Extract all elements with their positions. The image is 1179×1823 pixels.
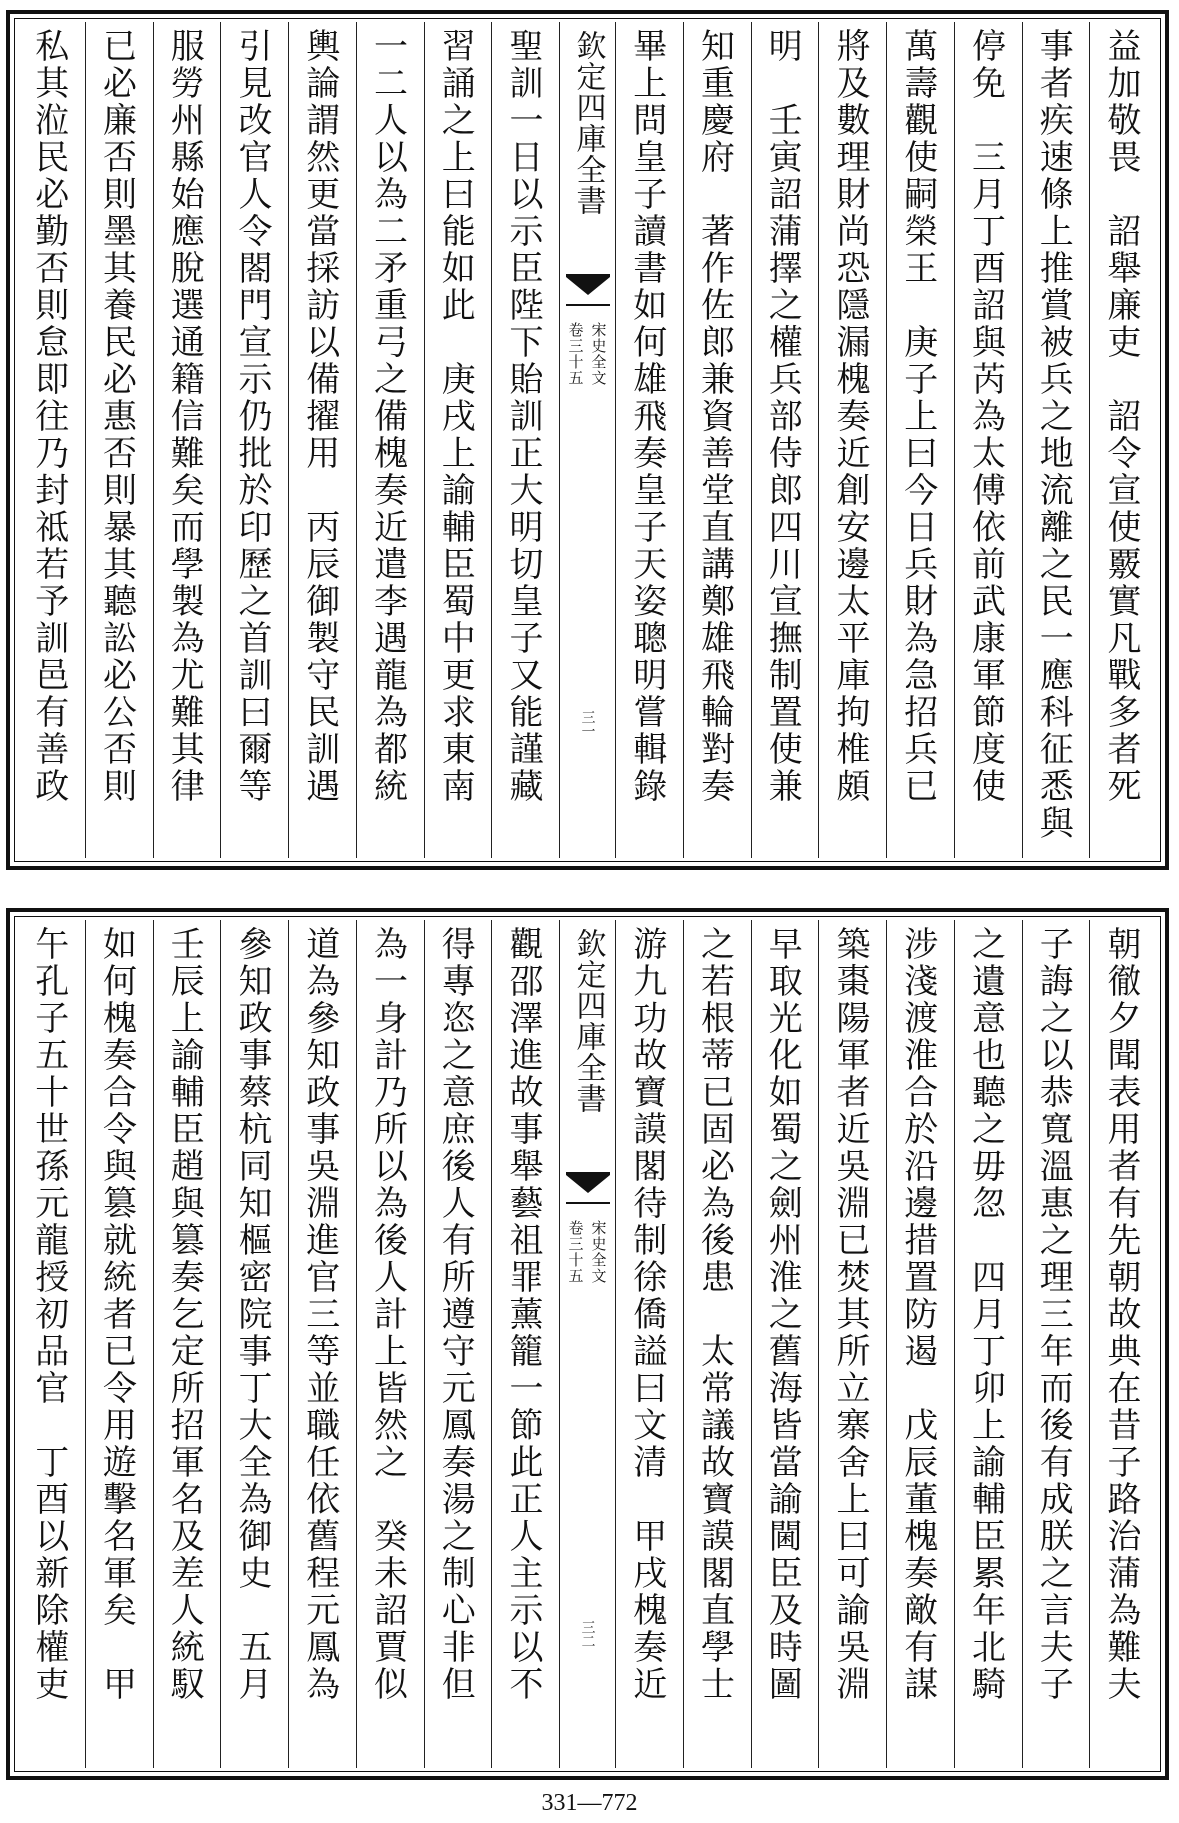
text-column: 明 壬寅詔蒲擇之權兵部侍郎四川宣撫制置使兼 (751, 22, 819, 858)
text-column: 壬辰上諭輔臣趙與篡奏乞定所招軍名及差人統馭 (153, 920, 221, 1768)
text-column: 知重慶府 著作佐郎兼資善堂直講鄭雄飛輪對奏 (683, 22, 751, 858)
fold-page-number: 三二 (579, 1620, 596, 1648)
fold-page-number: 三一 (579, 710, 596, 738)
text-column: 午孔子五十世孫元龍授初品官 丁酉以新除權吏 (28, 926, 69, 1703)
text-column: 益加敬畏 詔舉廉吏 詔令宣使覈實凡戰多者死 (1089, 22, 1157, 858)
text-column: 輿論謂然更當採訪以備擢用 丙辰御製守民訓遇 (288, 22, 356, 858)
fold-subtitle (566, 1220, 610, 1284)
text-column: 早取光化如蜀之劍州淮之舊海皆當諭閫臣及時圖 (751, 920, 819, 1768)
bottom-page-frame (6, 908, 1169, 1780)
text-column: 涉淺渡淮合於沿邊措置防遏 戊辰董槐奏敵有謀 (886, 920, 954, 1768)
text-column: 得專恣之意庶後人有所遵守元鳳奏湯之制心非但 (424, 920, 492, 1768)
text-column: 參知政事蔡杭同知樞密院事丁大全為御史 五月 (220, 920, 288, 1768)
text-column: 築棗陽軍者近吳淵已焚其所立寨舍上曰可諭吳淵 (818, 920, 886, 1768)
text-column: 私其涖民必勤否則怠即往乃封祗若予訓邑有善政 (28, 28, 69, 805)
center-fold-strip (559, 920, 615, 1768)
page-code: 331—772 (541, 1790, 638, 1816)
text-column: 為一身計乃所以為後人計上皆然之 癸未詔賈似 (356, 920, 424, 1768)
volume-number: 卷三十五 (566, 1220, 585, 1284)
text-column: 聖訓一日以示臣陛下貽訓正大明切皇子又能謹藏 (491, 22, 559, 858)
bottom-column-row (18, 920, 1157, 1768)
text-column: 之遺意也聽之毋忽 四月丁卯上諭輔臣累年北騎 (954, 920, 1022, 1768)
work-title: 宋史全文 (589, 322, 608, 386)
text-column: 習誦之上曰能如此 庚戌上諭輔臣蜀中更求東南 (424, 22, 492, 858)
text-column: 如何槐奏合令與篡就統者已令用遊擊名軍矣 甲 (85, 920, 153, 1768)
text-column: 子誨之以恭寬溫惠之理三年而後有成朕之言夫子 (1022, 920, 1090, 1768)
book-title: 欽定四庫全書 (570, 928, 606, 1114)
fold-subtitle (566, 322, 610, 386)
text-column: 將及數理財尚恐隱漏槐奏近創安邊太平庫拘椎頗 (818, 22, 886, 858)
text-column: 畢上問皇子讀書如何雄飛奏皇子天姿聰明嘗輯錄 (615, 22, 683, 858)
text-column: 游九功故寶謨閣待制徐僑謚曰文清 甲戌槐奏近 (615, 920, 683, 1768)
book-title: 欽定四庫全書 (570, 30, 606, 216)
text-column: 引見改官人令閤門宣示仍批於印歷之首訓曰爾等 (220, 22, 288, 858)
text-column: 觀邵澤進故事舉藝祖罪薰籠一節此正人主示以不 (491, 920, 559, 1768)
work-title: 宋史全文 (589, 1220, 608, 1284)
text-column: 停免 三月丁酉詔與芮為太傅依前武康軍節度使 (954, 22, 1022, 858)
fish-tail-mark-icon (566, 1172, 610, 1175)
text-column: 道為參知政事吳淵進官三等並職任依舊程元鳳為 (288, 920, 356, 1768)
top-column-row (18, 22, 1157, 858)
top-page-frame (6, 10, 1169, 870)
text-column: 服勞州縣始應脫選通籍信難矣而學製為尤難其律 (153, 22, 221, 858)
fish-tail-line-icon (566, 1202, 610, 1204)
text-column: 事者疾速條上推賞被兵之地流離之民一應科征悉與 (1022, 22, 1090, 858)
text-column: 已必廉否則墨其養民必惠否則暴其聽訟必公否則 (85, 22, 153, 858)
fish-tail-line-icon (566, 304, 610, 306)
center-fold-strip (559, 22, 615, 858)
text-column: 一二人以為二矛重弓之備槐奏近遣李遇龍為都統 (356, 22, 424, 858)
fish-tail-mark-icon (566, 274, 610, 277)
text-column: 之若根蒂已固必為後患 太常議故寶謨閣直學士 (683, 920, 751, 1768)
volume-number: 卷三十五 (566, 322, 585, 386)
text-column: 朝徹夕聞表用者有先朝故典在昔子路治蒲為難夫 (1089, 920, 1157, 1768)
text-column: 萬壽觀使嗣榮王 庚子上曰今日兵財為急招兵已 (886, 22, 954, 858)
